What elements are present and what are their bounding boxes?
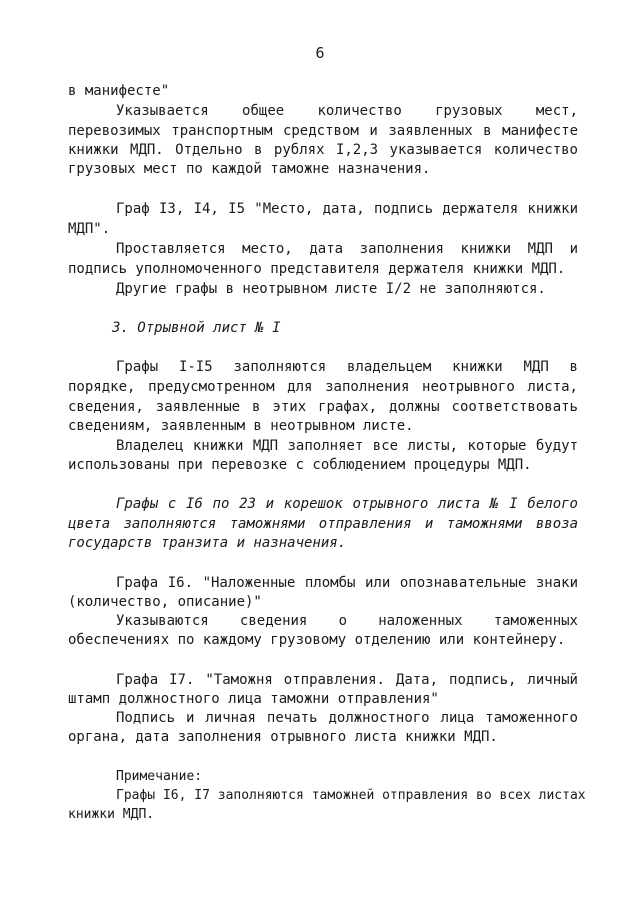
- section-heading: 3. Отрывной лист № I: [112, 320, 281, 336]
- note-text: Графы I6, I7 заполняются таможней отправления во всех листах: [116, 788, 586, 803]
- text-line: сведениям, заявленным в неотрывном листе.: [68, 418, 414, 434]
- text-line: Графа I7. "Таможня отправления. Дата, подпись, личный: [116, 672, 578, 688]
- text-line: книжки МДП. Отдельно в рублях I,2,3 указывается количество: [68, 142, 578, 158]
- text-line: в манифесте": [68, 83, 170, 99]
- text-line: органа, дата заполнения отрывного листа книжки МДП.: [68, 729, 498, 745]
- text-line: Другие графы в неотрывном листе I/2 не заполняются.: [116, 281, 546, 297]
- text-line: государств транзита и назначения.: [68, 535, 347, 551]
- text-line: грузовых мест по каждой таможне назначения.: [68, 161, 431, 177]
- text-line: Граф I3, I4, I5 "Место, дата, подпись держателя книжки: [116, 201, 578, 217]
- note-text: книжки МДП.: [68, 807, 155, 822]
- text-line: цвета заполняются таможнями отправления и таможнями ввоза: [68, 516, 578, 532]
- text-line: МДП".: [68, 221, 111, 237]
- text-line: Владелец книжки МДП заполняет все листы, которые будут: [116, 438, 578, 454]
- text-line: перевозимых транспортным средством и заявленных в манифесте: [68, 123, 578, 139]
- text-line: штамп должностного лица таможни отправления": [68, 691, 439, 707]
- text-line: Подпись и личная печать должностного лица таможенного: [116, 710, 578, 726]
- text-line: Указывается общее количество грузовых мест,: [116, 103, 578, 119]
- text-line: Графы I-I5 заполняются владельцем книжки МДП в: [116, 359, 578, 375]
- text-line: Указываются сведения о наложенных таможенных: [116, 613, 578, 629]
- text-line: Графы с I6 по 23 и корешок отрывного листа № I белого: [116, 496, 578, 512]
- text-line: обеспечениях по каждому грузовому отделению или контейнеру.: [68, 632, 566, 648]
- text-line: использованы при перевозке с соблюдением процедуры МДП.: [68, 457, 532, 473]
- text-line: Проставляется место, дата заполнения книжки МДП и: [116, 241, 578, 257]
- note-label: Примечание:: [116, 769, 203, 784]
- text-line: подпись уполномоченного представителя держателя книжки МДП.: [68, 261, 566, 277]
- text-line: Графа I6. "Наложенные пломбы или опознавательные знаки: [116, 575, 578, 591]
- page-number: 6: [315, 44, 325, 62]
- text-line: сведения, заявленные в этих графах, должны соответствовать: [68, 399, 578, 415]
- text-line: (количество, описание)": [68, 594, 262, 610]
- text-line: порядке, предусмотренном для заполнения неотрывного листа,: [68, 379, 578, 395]
